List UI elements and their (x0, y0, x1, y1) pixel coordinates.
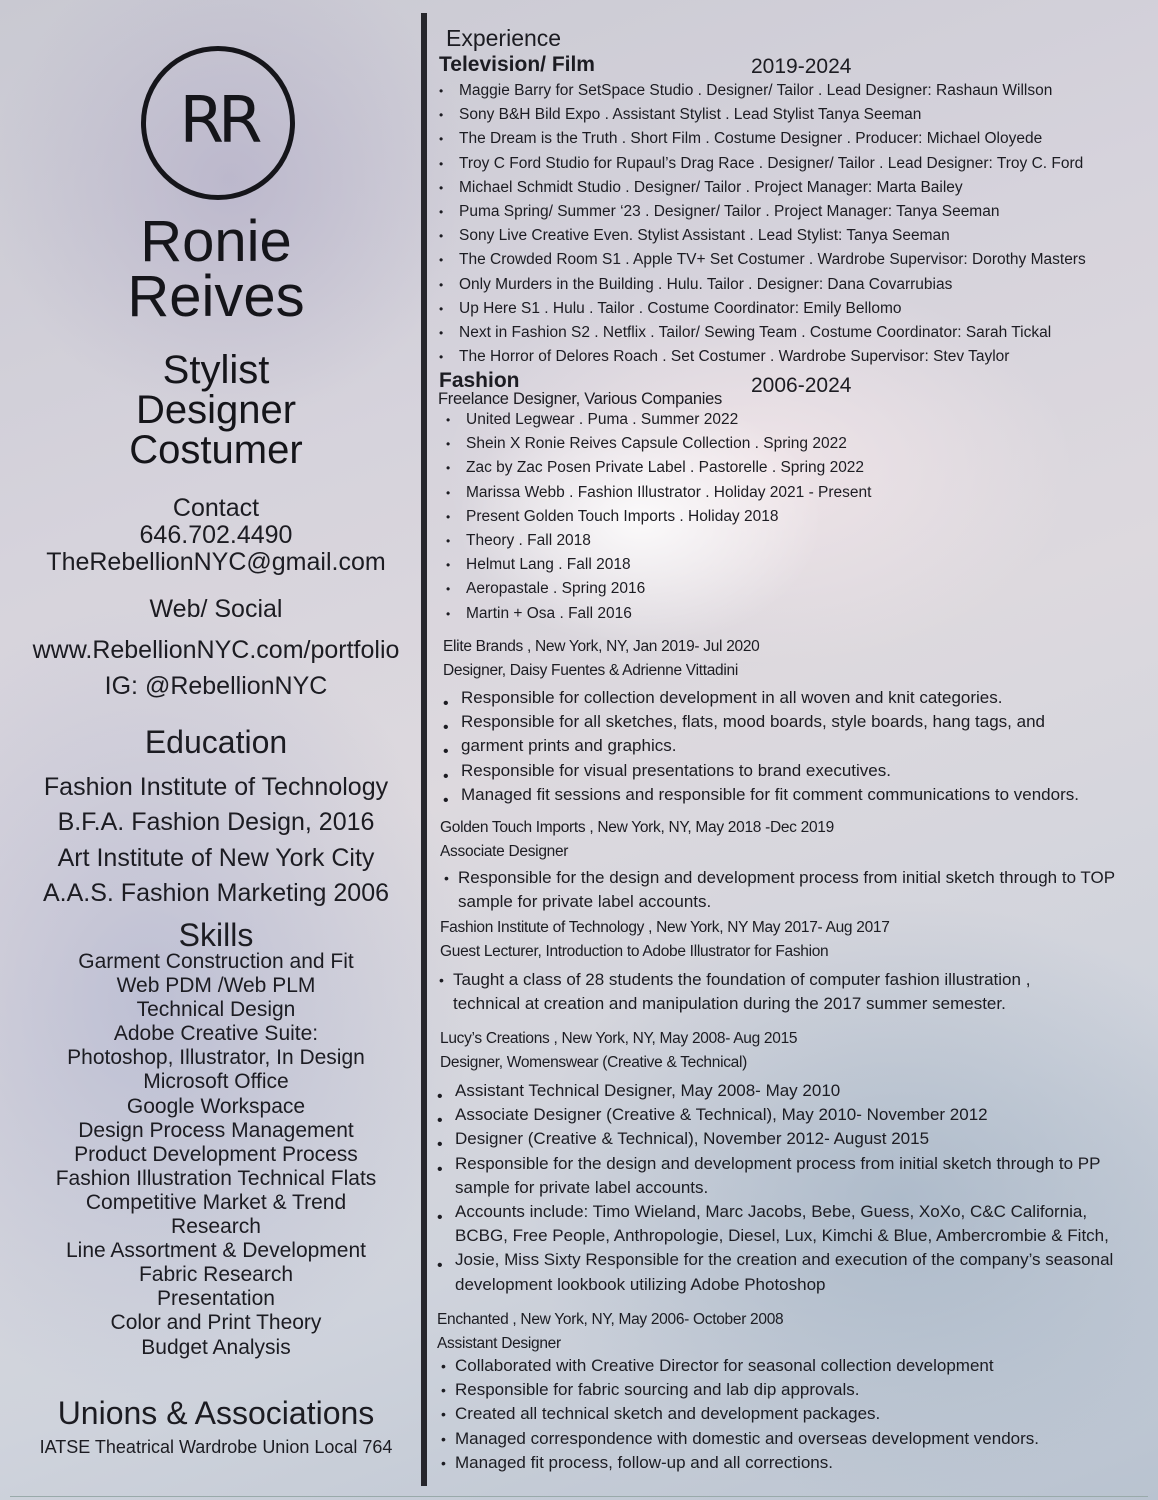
role-designer: Designer (135, 388, 297, 432)
list-item: • Sony Live Creative Even. Stylist Assistant . Lead Stylist: Tanya Seeman (437, 224, 1086, 248)
fit-list (437, 968, 1030, 1016)
fashion-heading: Fashion (439, 369, 520, 392)
contact-email[interactable]: TheRebellionNYC@gmail.com (46, 548, 386, 576)
list-item: • Responsible for collection development in all woven and knit categories. (439, 686, 1079, 710)
list-item: • Created all technical sketch and development packages. (439, 1402, 1039, 1426)
fashion-list (444, 408, 871, 626)
skill-item: Adobe Creative Suite: (113, 1022, 319, 1045)
list-item: • United Legwear . Puma . Summer 2022 (444, 408, 871, 432)
web-heading: Web/ Social (149, 595, 283, 623)
list-item: • Theory . Fall 2018 (444, 529, 871, 553)
experience-heading: Experience (446, 25, 562, 51)
lucy-role: Designer, Womenswear (Creative & Technical) (440, 1054, 747, 1071)
skill-item: Fabric Research (138, 1263, 294, 1286)
skill-item: Fashion Illustration Technical Flats (55, 1167, 377, 1190)
skills-heading: Skills (178, 917, 254, 953)
skill-item: Competitive Market & Trend (85, 1191, 347, 1214)
list-item: • Taught a class of 28 students the foundation of computer fashion illustration , (437, 968, 1030, 992)
enchanted-company: Enchanted , New York, NY, May 2006- October 2008 (437, 1311, 784, 1328)
list-item: • The Dream is the Truth . Short Film . Costume Designer . Producer: Michael Oloyede (437, 127, 1086, 151)
fit-company: Fashion Institute of Technology , New York, NY May 2017- Aug 2017 (440, 919, 890, 936)
list-item: • Maggie Barry for SetSpace Studio . Designer/ Tailor . Lead Designer: Rashaun Willson (437, 79, 1086, 103)
list-item: • Zac by Zac Posen Private Label . Pastorelle . Spring 2022 (444, 456, 871, 480)
list-item-continuation: sample for private label accounts. (458, 892, 712, 912)
logo-initials: RR (179, 84, 257, 158)
first-name: Ronie (140, 209, 292, 274)
role-stylist: Stylist (162, 348, 270, 392)
list-item: • Troy C Ford Studio for Rupaul’s Drag Race . Designer/ Tailor . Lead Designer: Troy C. Ford (437, 152, 1086, 176)
last-name: Reives (127, 264, 305, 329)
skill-item: Technical Design (136, 998, 296, 1021)
list-item: • Michael Schmidt Studio . Designer/ Tailor . Project Manager: Marta Bailey (437, 176, 1086, 200)
elite-list (439, 686, 1079, 807)
skill-item: Research (171, 1215, 261, 1238)
elite-role: Designer, Daisy Fuentes & Adrienne Vittadini (443, 662, 738, 679)
skill-item: Product Development Process (74, 1143, 358, 1166)
list-item: • Shein X Ronie Reives Capsule Collection . Spring 2022 (444, 432, 871, 456)
skill-item: Color and Print Theory (110, 1311, 322, 1334)
list-item: • Responsible for fabric sourcing and lab dip approvals. (439, 1378, 1039, 1402)
portfolio-link[interactable]: www.RebellionNYC.com/portfolio (32, 636, 400, 664)
list-item: • Puma Spring/ Summer ‘23 . Designer/ Tailor . Project Manager: Tanya Seeman (437, 200, 1086, 224)
education-item: A.A.S. Fashion Marketing 2006 (42, 879, 390, 907)
list-item: • Responsible for all sketches, flats, mood boards, style boards, hang tags, and (439, 710, 1079, 734)
list-item: • The Horror of Delores Roach . Set Costumer . Wardrobe Supervisor: Stev Taylor (437, 345, 1086, 369)
skill-item: Design Process Management (78, 1119, 354, 1142)
skill-item: Microsoft Office (143, 1070, 289, 1093)
list-item: • Aeropastale . Spring 2016 (444, 577, 871, 601)
list-item: • Managed fit process, follow-up and all corrections. (439, 1451, 1039, 1475)
golden-list (442, 866, 1115, 914)
list-item: • Managed correspondence with domestic and overseas development vendors. (439, 1427, 1039, 1451)
elite-company: Elite Brands , New York, NY, Jan 2019- Jul 2020 (443, 638, 760, 655)
list-item: • Only Murders in the Building . Hulu. Tailor . Designer: Dana Covarrubias (437, 273, 1086, 297)
skill-item: Google Workspace (126, 1095, 306, 1118)
list-item: • garment prints and graphics. (439, 734, 1079, 758)
skill-item: Photoshop, Illustrator, In Design (67, 1046, 365, 1069)
list-item: • Present Golden Touch Imports . Holiday 2018 (444, 505, 871, 529)
fashion-years: 2006-2024 (751, 374, 852, 397)
skill-item: Garment Construction and Fit (78, 950, 354, 973)
tv-film-years: 2019-2024 (751, 55, 852, 78)
role-costumer: Costumer (129, 428, 303, 472)
list-item: • The Crowded Room S1 . Apple TV+ Set Costumer . Wardrobe Supervisor: Dorothy Masters (437, 248, 1086, 272)
enchanted-role: Assistant Designer (437, 1335, 561, 1352)
skill-item: Budget Analysis (141, 1336, 291, 1359)
contact-phone: 646.702.4490 (139, 521, 293, 549)
golden-role: Associate Designer (440, 843, 569, 860)
enchanted-list (439, 1354, 1039, 1475)
list-item: • Managed fit sessions and responsible for fit comment communications to vendors. (439, 783, 1079, 807)
list-item: • Sony B&H Bild Expo . Assistant Stylist . Lead Stylist Tanya Seeman (437, 103, 1086, 127)
list-item: • Next in Fashion S2 . Netflix . Tailor/ Sewing Team . Costume Coordinator: Sarah Tickal (437, 321, 1086, 345)
education-item: Art Institute of New York City (57, 844, 375, 872)
tv-film-heading: Television/ Film (439, 53, 595, 76)
list-item-continuation: BCBG, Free People, Anthropologie, Diesel, Lux, Kimchi & Blue, Ambercrombie & Fitch, (455, 1226, 1109, 1246)
list-item: • Martin + Osa . Fall 2016 (444, 602, 871, 626)
list-item-continuation: development lookbook utilizing Adobe Photoshop (455, 1274, 826, 1294)
education-item: Fashion Institute of Technology (43, 773, 389, 801)
bottom-rule (10, 1496, 1148, 1497)
lucy-company: Lucy’s Creations , New York, NY, May 2008- Aug 2015 (440, 1030, 798, 1047)
education-heading: Education (144, 724, 288, 760)
list-item: • Assistant Technical Designer, May 2008- May 2010 (433, 1079, 1113, 1103)
contact-heading: Contact (172, 494, 260, 522)
skill-item: Line Assortment & Development (66, 1239, 366, 1262)
list-item: • Designer (Creative & Technical), November 2012- August 2015 (433, 1127, 1113, 1151)
list-item: • Up Here S1 . Hulu . Tailor . Costume Coordinator: Emily Bellomo (437, 297, 1086, 321)
list-item: • Responsible for the design and development process from initial sketch through to TOP (442, 866, 1115, 890)
fit-role: Guest Lecturer, Introduction to Adobe Illustrator for Fashion (440, 943, 829, 960)
education-item: B.F.A. Fashion Design, 2016 (57, 808, 375, 836)
skill-item: Web PDM /Web PLM (116, 974, 316, 997)
lucy-list (433, 1079, 1113, 1297)
list-item: • Accounts include: Timo Wieland, Marc Jacobs, Bebe, Guess, XoXo, C&C California, (433, 1200, 1113, 1224)
list-item-continuation: sample for private label accounts. (455, 1177, 709, 1197)
union-item: IATSE Theatrical Wardrobe Union Local 764 (39, 1437, 393, 1457)
fashion-subtitle: Freelance Designer, Various Companies (438, 390, 722, 408)
monogram-logo (141, 46, 295, 200)
unions-heading: Unions & Associations (57, 1395, 375, 1431)
tv-film-list (437, 79, 1086, 369)
skill-item: Presentation (157, 1287, 275, 1310)
list-item: • Marissa Webb . Fashion Illustrator . Holiday 2021 - Present (444, 481, 871, 505)
instagram-handle[interactable]: IG: @RebellionNYC (104, 672, 328, 700)
list-item: • Helmut Lang . Fall 2018 (444, 553, 871, 577)
list-item: • Responsible for the design and development process from initial sketch through to PP (433, 1152, 1113, 1176)
list-item: • Responsible for visual presentations to brand executives. (439, 759, 1079, 783)
list-item: • Collaborated with Creative Director for seasonal collection development (439, 1354, 1039, 1378)
list-item-continuation: technical at creation and manipulation during the 2017 summer semester. (453, 994, 1006, 1014)
list-item: • Associate Designer (Creative & Technical), May 2010- November 2012 (433, 1103, 1113, 1127)
list-item: • Josie, Miss Sixty Responsible for the creation and execution of the company’s seasonal (433, 1248, 1113, 1272)
golden-company: Golden Touch Imports , New York, NY, May 2018 -Dec 2019 (440, 819, 834, 836)
